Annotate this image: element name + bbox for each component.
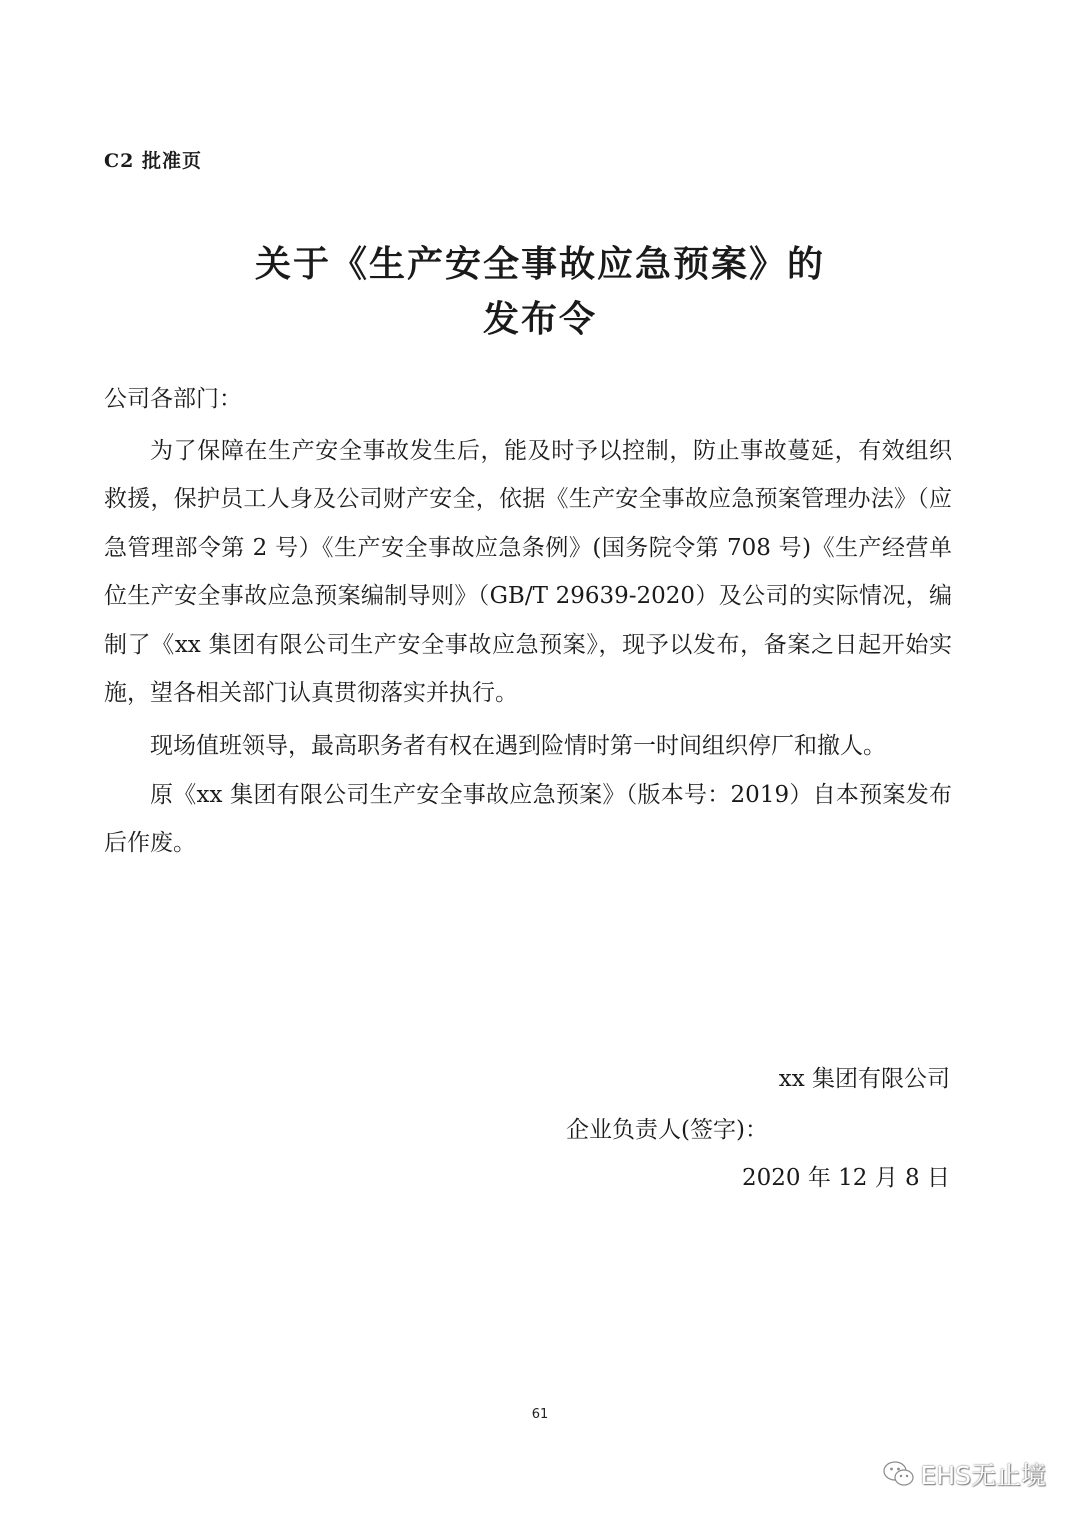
body-paragraph-1: [104, 427, 952, 717]
watermark: [883, 1456, 1046, 1492]
paragraph-text: 原《xx 集团有限公司生产安全事故应急预案》（版本号：2019）自本预案发布后作废。: [104, 782, 952, 857]
salutation: 公司各部门：: [104, 386, 242, 412]
wechat-icon: [883, 1460, 915, 1488]
document-title-line2: 发布令: [482, 298, 597, 340]
signature-date: 2020 年 12 月 8 日: [742, 1165, 950, 1191]
paragraph-text: 为了保障在生产安全事故发生后，能及时予以控制，防止事故蔓延，有效组织救援，保护员工人身及公司财产安全，依据《生产安全事故应急预案管理办法》（应急管理部令第 2 号）《生产安全事故应急条例》(国务院令第 708 号)《生产经营单位生产安全事故应急预案编制导则》（GB/T 29639-2020）及公司的实际情况，编制了《xx 集团有限公司生产安全事故应急预案》，现予以发布，备案之日起开始实施，望各相关部门认真贯彻落实并执行。: [104, 438, 952, 707]
body-paragraph-3: [104, 771, 952, 868]
section-label: C2 批准页: [104, 150, 202, 172]
page-number: 61: [531, 1407, 549, 1422]
signature-company: xx 集团有限公司: [778, 1066, 950, 1092]
paragraph-text: 现场值班领导，最高职务者有权在遇到险情时第一时间组织停厂和撤人。: [150, 733, 886, 759]
signature-responsible-person: 企业负责人(签字)：: [566, 1117, 768, 1143]
body-paragraph-2: [104, 722, 952, 770]
watermark-text: EHS无止境: [920, 1461, 1046, 1490]
document-title-line1: 关于《生产安全事故应急预案》的: [254, 243, 825, 285]
